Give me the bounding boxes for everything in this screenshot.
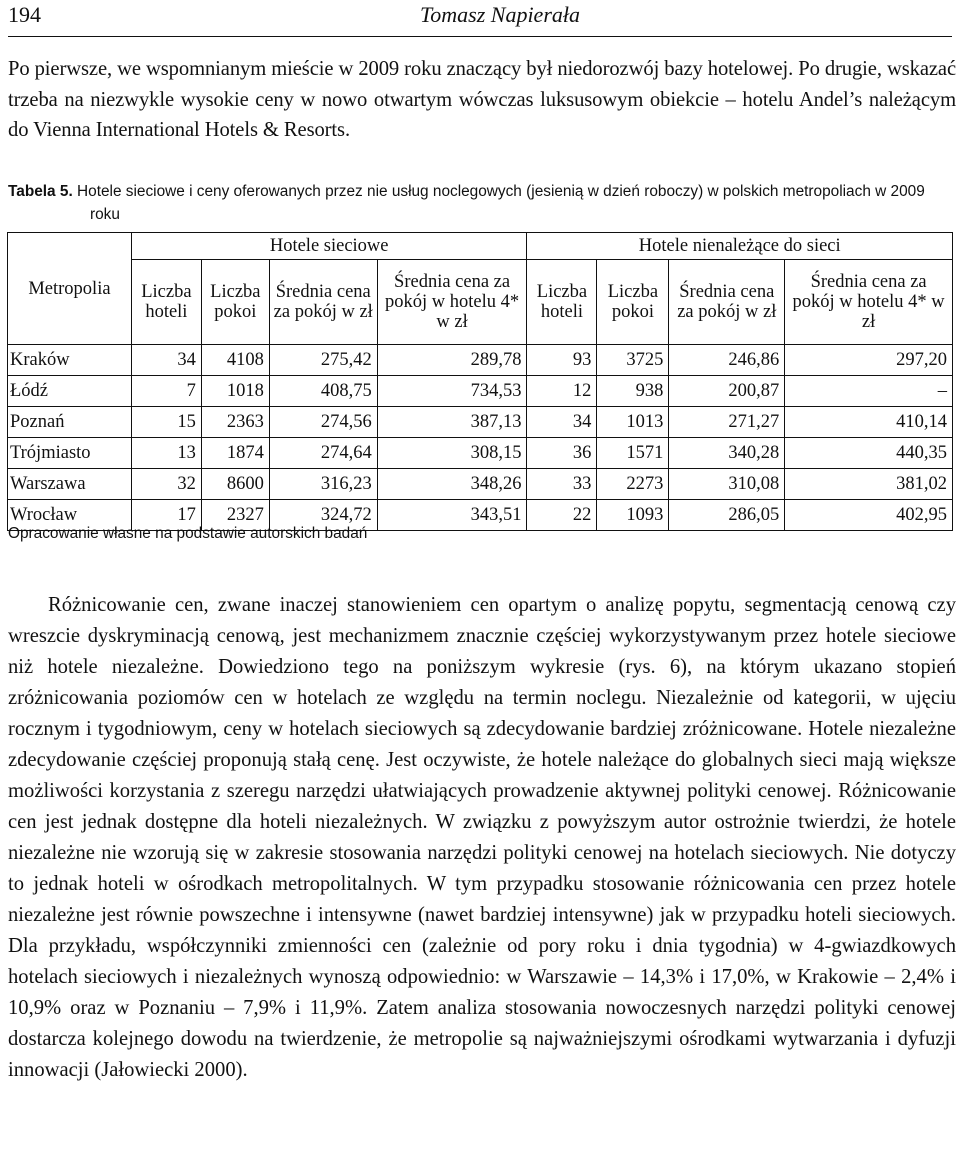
value-cell: 316,23 [269, 469, 377, 500]
value-cell: 343,51 [377, 500, 527, 531]
value-cell: 93 [527, 345, 597, 376]
running-head-author: Tomasz Napierała [420, 2, 580, 27]
value-cell: 381,02 [785, 469, 953, 500]
value-cell: 340,28 [669, 438, 785, 469]
city-cell: Kraków [8, 345, 132, 376]
city-cell: Warszawa [8, 469, 132, 500]
value-cell: 200,87 [669, 376, 785, 407]
header-group-independent: Hotele nienależące do sieci [527, 233, 953, 260]
value-cell: 271,27 [669, 407, 785, 438]
value-cell: 286,05 [669, 500, 785, 531]
value-cell: 34 [527, 407, 597, 438]
header-group-chain: Hotele sieciowe [131, 233, 527, 260]
value-cell: 308,15 [377, 438, 527, 469]
value-cell: 2273 [597, 469, 669, 500]
value-cell: 938 [597, 376, 669, 407]
value-cell: 246,86 [669, 345, 785, 376]
main-paragraph: Różnicowanie cen, zwane inaczej stanowieniem cen opartym o analizę popytu, segmentacją cenową czy wreszcie dyskryminacją cenową, jest mechanizmem znacznie częściej wykorzystywanym przez hotele sieciowe niż hotele niezależne. Dowiedziono tego na poniższym wykresie (rys. 6), na którym ukazano stopień zróżnicowania poziomów cen w hotelach ze względu na termin noclegu. Niezależnie od kategorii, w ujęciu rocznym i tygodniowym, ceny w hotelach sieciowych są zdecydowanie bardziej zróżnicowane. Hotele niezależne zdecydowanie częściej proponują stałą cenę. Jest oczywiste, że hotele należące do globalnych sieci mają większe możliwości korzystania z szeregu narzędzi ułatwiających prowadzenie aktywnej polityki cenowej. Różnicowanie cen jest jednak dostępne dla hoteli niezależnych. W związku z powyższym autor ostrożnie twierdzi, że hotele niezależne nie wzorują się w zakresie stosowania narzędzi polityki cenowej na hotelach sieciowych. Nie dotyczy to jednak hoteli w ośrodkach metropolitalnych. W tym przypadku stosowanie różnicowania cen przez hotele niezależne jest równie powszechne i intensywne (nawet bardziej intensywne) jak w przypadku hoteli sieciowych. Dla przykładu, współczynniki zmienności cen (zależnie od pory roku i dnia tygodnia) w 4-gwiazdkowych hotelach sieciowych i niezależnych wynoszą odpowiednio: w Warszawie – 14,3% i 17,0%, w Krakowie – 2,4% i 10,9% oraz w Poznaniu – 7,9% i 11,9%. Zatem analiza stosowania nowoczesnych narzędzi polityki cenowej dostarcza kolejnego dowodu na twierdzenie, że metropolie są najważniejszymi ośrodkami wytwarzania i dyfuzji innowacji (Jałowiecki 2000). [8, 594, 956, 1081]
hotel-prices-table [7, 232, 953, 531]
table-row [8, 376, 953, 407]
city-cell: Wrocław [8, 500, 132, 531]
value-cell: 13 [131, 438, 201, 469]
value-cell: 310,08 [669, 469, 785, 500]
header-indep-avg-price: Średnia cena za pokój w zł [669, 260, 785, 345]
value-cell: 4108 [201, 345, 269, 376]
value-cell: 274,64 [269, 438, 377, 469]
header-indep-avg-price-4star: Średnia cena za pokój w hotelu 4* w zł [785, 260, 953, 345]
table-source-note: Opracowanie własne na podstawie autorskich badań [8, 525, 368, 542]
value-cell: 324,72 [269, 500, 377, 531]
value-cell: 408,75 [269, 376, 377, 407]
running-header [8, 0, 952, 37]
value-cell: 2327 [201, 500, 269, 531]
value-cell: 387,13 [377, 407, 527, 438]
value-cell: 33 [527, 469, 597, 500]
value-cell: 410,14 [785, 407, 953, 438]
header-chain-rooms-count: Liczba pokoi [201, 260, 269, 345]
value-cell: 34 [131, 345, 201, 376]
value-cell: 17 [131, 500, 201, 531]
table-caption-label: Tabela 5. [8, 183, 73, 200]
value-cell: 297,20 [785, 345, 953, 376]
page-number: 194 [8, 2, 41, 27]
header-chain-avg-price: Średnia cena za pokój w zł [269, 260, 377, 345]
header-indep-hotels-count: Liczba hoteli [527, 260, 597, 345]
value-cell: 1874 [201, 438, 269, 469]
city-cell: Łódź [8, 376, 132, 407]
value-cell: 36 [527, 438, 597, 469]
value-cell: 15 [131, 407, 201, 438]
value-cell: 3725 [597, 345, 669, 376]
value-cell: 275,42 [269, 345, 377, 376]
header-chain-hotels-count: Liczba hoteli [131, 260, 201, 345]
value-cell: 7 [131, 376, 201, 407]
city-cell: Poznań [8, 407, 132, 438]
value-cell: 1018 [201, 376, 269, 407]
intro-paragraph: Po pierwsze, we wspomnianym mieście w 2009 roku znaczący był niedorozwój bazy hotelowej. Po drugie, wskazać trzeba na niezwykle wysokie ceny w nowo otwartym wówczas luksusowym obiekcie – hotelu Andel’s należącym do Vienna International Hotels & Resorts. [8, 58, 956, 141]
table-row [8, 469, 953, 500]
value-cell: 12 [527, 376, 597, 407]
value-cell: 1093 [597, 500, 669, 531]
value-cell: 289,78 [377, 345, 527, 376]
value-cell: – [785, 376, 953, 407]
value-cell: 1013 [597, 407, 669, 438]
table-row [8, 407, 953, 438]
value-cell: 8600 [201, 469, 269, 500]
header-chain-avg-price-4star: Średnia cena za pokój w hotelu 4* w zł [377, 260, 527, 345]
table-row [8, 438, 953, 469]
value-cell: 440,35 [785, 438, 953, 469]
value-cell: 402,95 [785, 500, 953, 531]
value-cell: 22 [527, 500, 597, 531]
value-cell: 734,53 [377, 376, 527, 407]
city-cell: Trójmiasto [8, 438, 132, 469]
table-caption-text: Hotele sieciowe i ceny oferowanych przez nie usług noclegowych (jesienią w dzień roboczy) w polskich metropoliach w 2009 roku [77, 183, 925, 223]
table-caption [8, 180, 956, 226]
header-metropolia: Metropolia [8, 233, 132, 345]
table-row [8, 345, 953, 376]
value-cell: 1571 [597, 438, 669, 469]
value-cell: 2363 [201, 407, 269, 438]
header-indep-rooms-count: Liczba pokoi [597, 260, 669, 345]
value-cell: 348,26 [377, 469, 527, 500]
value-cell: 274,56 [269, 407, 377, 438]
value-cell: 32 [131, 469, 201, 500]
